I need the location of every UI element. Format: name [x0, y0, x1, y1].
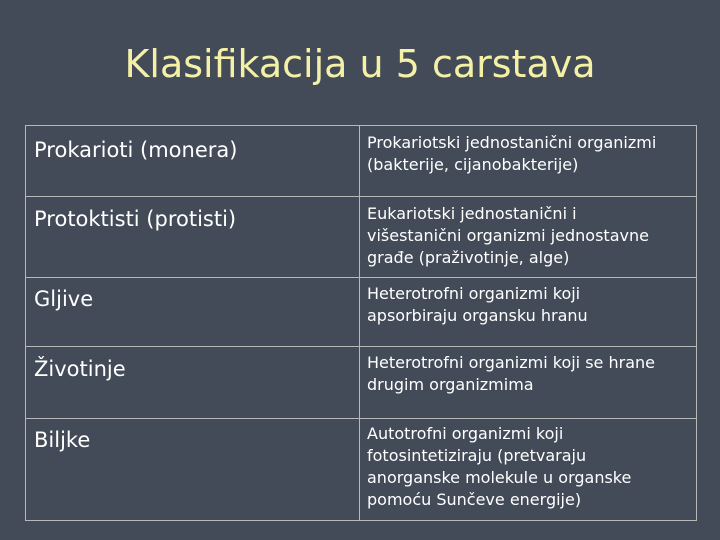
description-line: pomoću Sunčeve energije) — [367, 490, 582, 509]
table-row — [26, 277, 696, 346]
kingdom-description-cell — [367, 352, 693, 396]
description-line: Eukariotski jednostanični i — [367, 204, 577, 223]
description-line: anorganske molekule u organske — [367, 468, 632, 487]
table-row — [26, 196, 696, 277]
kingdom-name-cell: Životinje — [34, 357, 126, 381]
description-line: višestanični organizmi jednostavne — [367, 226, 649, 245]
description-line: Heterotrofni organizmi koji se hrane — [367, 353, 655, 372]
classification-table — [25, 125, 697, 521]
kingdom-description-cell — [367, 423, 693, 511]
kingdom-name-cell: Biljke — [34, 428, 91, 452]
slide-title: Klasifikacija u 5 carstava — [124, 42, 596, 86]
description-line: (bakterije, cijanobakterije) — [367, 155, 579, 174]
description-line: apsorbiraju organsku hranu — [367, 306, 588, 325]
kingdom-description-cell — [367, 203, 693, 269]
table-row — [26, 126, 696, 196]
kingdom-name-cell: Prokarioti (monera) — [34, 138, 238, 162]
description-line: fotosintetiziraju (pretvaraju — [367, 446, 587, 465]
table-row — [26, 418, 696, 522]
kingdom-name-cell: Gljive — [34, 287, 94, 311]
kingdom-name-cell: Protoktisti (protisti) — [34, 207, 237, 231]
table-row — [26, 346, 696, 418]
description-line: Autotrofni organizmi koji — [367, 424, 564, 443]
description-line: građe (praživotinje, alge) — [367, 248, 570, 267]
description-line: Heterotrofni organizmi koji — [367, 284, 581, 303]
kingdom-description-cell — [367, 132, 693, 176]
kingdom-description-cell — [367, 283, 693, 327]
description-line: Prokariotski jednostanični organizmi — [367, 133, 657, 152]
description-line: drugim organizmima — [367, 375, 534, 394]
